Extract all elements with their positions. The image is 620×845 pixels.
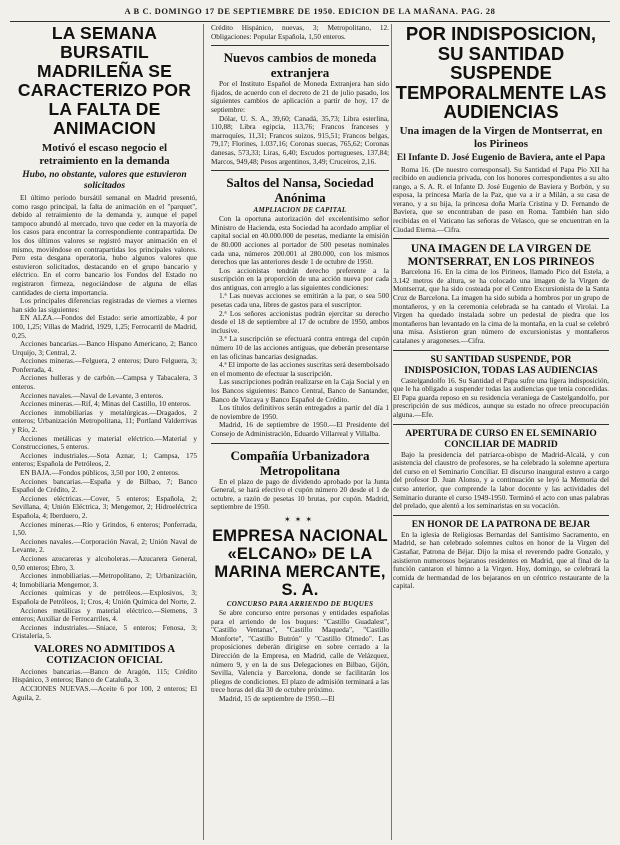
article-paragraph: Barcelona 16. En la cima de los Pirineos, llamado Pico del Estela, a 3.142 metros de altura, se ha colocado una imagen de la Virgen de Montserrat, que ha sido costeada por el Centro Excursionista de la Santa Cruz de Barcelona. La imagen ha sido subida a hombros por un grupo de montañeros, y en la ceremonia celebrada se ha cantado el Virolai. La Virgen ha quedado instalada sobre un pedestal de piedra que los montañeros han levantado en la cima de la montaña, en la cual se celebró una misa. Asistieron gran número de excursionistas y montañeros catalanes y aragoneses.—Cifra. [393,267,609,345]
article-paragraph: Acciones bancarias.—Banco de Aragón, 115; Crédito Hispánico, 3 enteros; Banco de Cataluña, 3. [12,666,197,685]
divider [393,424,609,425]
headline-elcano: EMPRESA NACIONAL «ELCANO» DE LA MARINA MERCANTE, S. A. [212,526,388,599]
article-paragraph: Acciones metálicas y material eléctrico.—Material y Construcciones, 5 enteros. [12,433,197,452]
article-paragraph: Madrid, 15 de septiembre de 1950.—El [219,693,335,703]
newspaper-masthead: A B C. DOMINGO 17 DE SEPTIEMBRE DE 1950. EDICION DE LA MAÑANA. PAG. 28 [10,1,610,22]
divider [211,45,389,46]
article-paragraph: ACCIONES NUEVAS.—Aceite 6 por 100, 2 enteros; El Aguila, 2. [12,684,197,702]
article-paragraph: Los principales diferencias registradas de viernes a viernes han sido las siguientes: [12,296,197,314]
divider [393,238,609,239]
article-paragraph: 3.ª La suscripción se efectuará contra entrega del cupón número 10 de las acciones antiguas, que deberán presentarse en las oficinas bancarias designadas. [211,334,389,361]
article-paragraph: 2.ª Los señores accionistas podrán ejercitar su derecho desde el 18 de septiembre al 17 de octubre de 1950, ambos inclusive. [211,308,389,335]
article-paragraph: Acciones eléctricas.—Cover, 5 enteros; Española, 2; Sevillana, 4; Unión Eléctrica, 3; Mengemor, 2; Hidroeléctrica Española, 4; Iberduero, 2. [12,493,197,520]
article-paragraph: Acciones metálicas y material eléctrico.—Siemens, 3 enteros; Auxiliar de Ferrocarriles, 4. [12,605,197,624]
subheading-concurso: CONCURSO PARA ARRIENDO DE BUQUES [226,599,374,608]
headline-seminario: APERTURA DE CURSO EN EL SEMINARIO CONCILIAR DE MADRID [405,428,597,450]
subheading-ampliacion: AMPLIACION DE CAPITAL [253,206,347,215]
article-paragraph: Acciones industriales.—Sniace, 5 enteros; Fenosa, 3; Cristalería, 5. [12,622,197,641]
section-heading-no-admitidos: VALORES NO ADMITIDOS A COTIZACION OFICIAL [33,643,176,666]
article-paragraph: Acciones bancarias.—Banco Hispano Americano, 2; Banco Urquijo, 3; Central, 2. [12,339,197,357]
article-paragraph: Acciones navales.—Corporación Naval, 2; Unión Naval de Levante, 2. [12,536,197,555]
article-paragraph: Acciones bancarias.—España y de Bilbao, 7; Banco Español de Crédito, 2. [12,476,197,495]
subheadline: Motivó el escaso negocio el retraimiento en la demanda [39,142,170,167]
article-paragraph: Acciones mineras.—Río y Grindos, 6 enteros; Ponferrada, 1,50. [12,519,197,538]
subheadline: Una imagen de la Virgen de Montserrat, en los Pirineos [399,124,603,150]
article-paragraph: Los accionistas tendrán derecho preferente a la suscripción en la proporción de una acción nueva por cada dos antiguas, con arreglo a las siguientes condiciones: [211,265,389,292]
divider [393,515,609,516]
article-paragraph: Acciones navales.—Naval de Levante, 3 enteros. [20,390,164,400]
column-finanzas [211,24,389,840]
article-paragraph: 4.ª El importe de las acciones suscritas será desembolsado en el momento de efectuar la suscripción. [211,360,389,378]
article-paragraph: Acciones químicas y de petróleos.—Explosivos, 3; Española de Petróleos, 1; Cros, 4; Unión Química del Norte, 2. [12,588,197,606]
article-paragraph: Dólar, U. S. A., 39,60; Canadá, 35,73; Libra esterlina, 110,88; Libra egipcia, 113,76; Francos franceses y marroquíes, 11,31; Francos suizos, 915,51; Francos belgas, 79,17; Florines, 1.037,16; Coronas suecas, 765,62; Coronas danesas, 573,33; Liras, 6,40; Escudos portugueses, 137,84; Marcos, 949,48; Pesos argentinos, 3,49; Cruceiros, 2,16. [211,113,389,166]
divider [211,170,389,171]
article-paragraph: Acciones inmobiliarias.—Metropolitano, 2; Urbanización, 4; Inmobiliaria Mengemor, 3. [12,571,197,589]
article-paragraph: Crédito Hispánico, nuevas, 3; Metropolitano, 12. Obligaciones: Popular Española, 1,50 enteros. [211,24,389,41]
ornament-divider: ✶✶✶ [283,514,317,524]
article-paragraph: EN ALZA.—Fondos del Estado: serie amortizable, 4 por 100, 1,25; Villas de Madrid, 1929, 1,25; Ferrocarril de Madrid, 0,25. [12,313,197,340]
article-paragraph: Acciones hulleras y de carbón.—Campsa y Tabacalera, 3 enteros. [12,373,197,392]
column-religion [393,24,609,840]
headline-suspende-audiencias: SU SANTIDAD SUSPENDE, POR INDISPOSICION, TODAS LAS AUDIENCIAS [404,354,598,376]
article-paragraph: Acciones azucareras y alcoholeras.—Azucarera General, 0,50 enteros; Ebro, 3. [12,553,197,572]
article-paragraph: Acciones mineras.—Felguera, 2 enteros; Duro Felguera, 3; Ponferrada, 4. [12,356,197,374]
article-paragraph: Acciones inmobiliarias y metalúrgicas.—Dragados, 2 enteros; Urbanización Metropolitana, 11; Portland Valderrivas y Río, 2. [12,407,197,435]
headline-santidad-audiencias: POR INDISPOSICION, SU SANTIDAD SUSPENDE TEMPORALMENTE LAS AUDIENCIAS [395,24,607,122]
column-bolsa [12,24,197,840]
headline-saltos-nansa: Saltos del Nansa, Sociedad Anónima [226,175,374,206]
article-paragraph: Bajo la presidencia del patriarca-obispo de Madrid-Alcalá, y con asistencia del claustro de profesores, se ha celebrado la solemne apertura del curso en el Seminario Conciliar. El discurso inaugural estuvo a cargo del profesor D. Juan Alonso, y a continuación se leyó la Memoria del curso anterior, que comprende la labor docente y las actividades del Seminario durante el curso 1949-1950. Terminó el acto con unas palabras del prelado, que alentó a los seminaristas en su vocación. [393,449,609,511]
headline-cambios-moneda: Nuevos cambios de moneda extranjera [223,50,377,81]
column-rule [203,24,204,840]
headline-virgen-montserrat: UNA IMAGEN DE LA VIRGEN DE MONTSERRAT, EN LOS PIRINEOS [407,243,595,268]
column-rule [391,24,392,840]
article-paragraph: Madrid, 16 de septiembre de 1950.—El Presidente del Consejo de Administración, Eduardo Villarreal y Villalba. [211,420,389,438]
headline-urbanizadora: Compañía Urbanizadora Metropolitana [230,447,370,478]
article-paragraph: Castelgandolfo 16. Su Santidad el Papa sufre una ligera indisposición, que le ha obligado a suspender todas las audiencias que tenía concedidas. El Papa guarda reposo en su residencia veraniega de Castelgandolfo, por prescripción de sus médicos, aunque su estado no ofrece preocupación alguna.—Efe. [393,375,609,419]
article-paragraph: Por el Instituto Español de Moneda Extranjera han sido fijados, de acuerdo con el decreto de 21 de julio pasado, los siguientes cambios de aplicación a partir de hoy, 17 de septiembre: [211,79,389,114]
article-paragraph: Las suscripciones podrán realizarse en la Caja Social y en los Bancos siguientes: Banco Central, Banco de Santander, Banco de Vizcaya y Banco Español de Crédito. [211,377,389,404]
article-paragraph: EN BAJA.—Fondos públicos, 3,50 por 100, 2 enteros. [20,468,180,477]
divider [211,443,389,444]
article-paragraph: Acciones industriales.—Sota Aznar, 1; Campsa, 175 enteros; Española de Petróleos, 2. [12,450,197,469]
divider [393,350,609,351]
article-paragraph: Los títulos definitivos serán entregados a partir del día 1 de noviembre de 1950. [211,403,389,421]
article-paragraph: Se abre concurso entre personas y entidades españolas para el arriendo de los buques: "Castillo Guadalest", "Castillo Ventanas", "Castillo Maqueda", "Castillo Monforte", "Castillo Butrón" y "Castillo Olmedo". Las proposiciones deberán dirigirse en sobre cerrado a la Dirección de la Empresa, en Madrid, calle de Velázquez, número 9, y en la de sus Delegaciones en Bilbao, Gijón, Sevilla, Valencia y Barcelona, donde se facilitarán los pliegos de condiciones. El plazo de admisión terminará a las trece horas del día 30 de octubre próximo. [211,607,389,695]
article-paragraph: Acciones mineras.—Rif, 4; Minas del Castillo, 10 enteros. [20,399,191,409]
headline-semana-bursatil: LA SEMANA BURSATIL MADRILEÑA SE CARACTERIZO POR LA FALTA DE ANIMACION [17,24,192,138]
article-paragraph: Roma 16. (De nuestro corresponsal). Su Santidad el Papa Pío XII ha recibido en audiencia privada, con los honores correspondientes a su alto rango, a S. A. R. el Infante D. José Eugenio de Baviera y Borbón, y su esposa, la princesa María de la Paz, que va a ir a Milán, a su casa de verano, y a su hija, la princesa doña María Cristina y D. Fernando de Baviera, que se encontraban de paso en Roma. También han sido recibidas en el Vaticano las señoras de Velasco, que se encuentran en la Ciudad Eterna.—Cifra. [393,164,609,234]
article-paragraph: 1.ª Las nuevas acciones se emitirán a la par, o sea 500 pesetas cada una, libres de gastos para el suscriptor. [211,291,389,310]
article-paragraph: Con la oportuna autorización del excelentísimo señor Ministro de Hacienda, esta Sociedad ha acordado ampliar el capital social en 40.000.000 de pesetas, mediante la emisión de 80.000 acciones al portador de 500 pesetas nominales cada una, números 200.001 al 280.000, con los mismos derechos que las anteriores desde 1 de octubre de 1950. [211,214,389,267]
subheadline-secondary: Hubo, no obstante, valores que estuvieron solicitados [22,170,187,191]
subheadline-secondary: El Infante D. José Eugenio de Baviera, ante el Papa [396,152,606,163]
article-paragraph: El último período bursátil semanal en Madrid presentó, como rasgo principal, la falta de animación en el "parquet", debido al retraimiento de la demanda y, aunque el papel tampoco abundó al mercado, tuvo que ceder en la mayoría de los casos para encontrar la correspondiente contrapartida. De los dos últimos valores se registró mayor animación en el mismo, moviéndose en contrapartidas los principales valores. Pero esta desgana operatoria, hubo algunos valores que estuvieron solicitados, destacando en el grupo bancario y eléctrico. En el corro bancario los Fondos del Estado no registraron firmeza, negociándose de alguna de ellas cantidades de cierta importancia. [12,193,197,297]
article-paragraph: En la iglesia de Religiosas Bernardas del Santísimo Sacramento, en Madrid, se han celebrado solemnes cultos en honor de la Virgen del Castañar, Patrona de Béjar. Dijo la misa el reverendo padre Gonzalo, y asistieron numerosos bejaranos residentes en Madrid, que al final de la función cantaron el himno a la Virgen. Hoy, domingo, se celebrará la comida de hermandad de los bejaranos en un céntrico restaurante de la capital. [393,529,609,591]
article-paragraph: En el plazo de pago de dividendo aprobado por la Junta General, se hará efectivo el cupón número 20 desde el 1 de octubre, a razón de pesetas 10 brutas, por cupón. Madrid, septiembre de 1950. [211,476,389,512]
headline-patrona-bejar: EN HONOR DE LA PATRONA DE BEJAR [411,519,591,530]
